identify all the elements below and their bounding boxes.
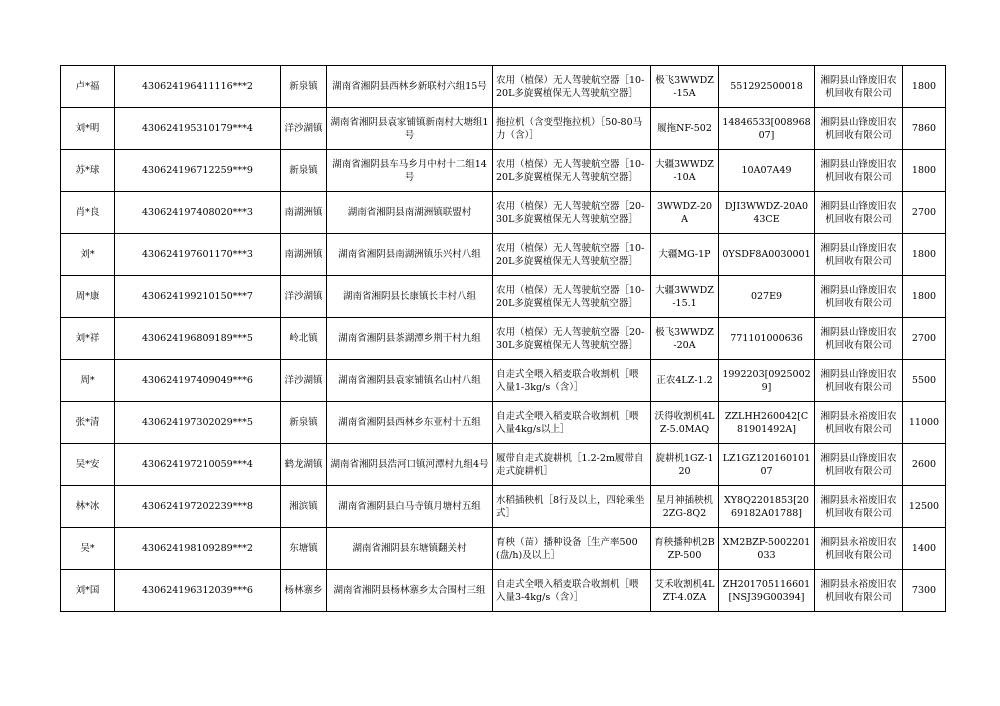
owner-name-cell: 卢*福: [61, 66, 115, 108]
amount-cell: 7860: [903, 108, 946, 150]
town-cell: 洋沙湖镇: [281, 108, 327, 150]
address-cell: 湖南省湘阴县茶湖潭乡荆干村九组: [327, 318, 493, 360]
amount-cell: 2600: [903, 444, 946, 486]
owner-name-cell: 刘*: [61, 234, 115, 276]
id-number-cell: 430624199210150***7: [115, 276, 281, 318]
address-cell: 湖南省湘阴县西林乡东亚村十五组: [327, 402, 493, 444]
id-number-cell: 430624197408020***3: [115, 192, 281, 234]
amount-cell: 1800: [903, 150, 946, 192]
machine-type-cell: 农用（植保）无人驾驶航空器［20-30L多旋翼植保无人驾驶航空器］: [493, 192, 651, 234]
table-row: [61, 276, 946, 318]
recycler-cell: 湘阴县山锋废旧农机回收有限公司: [815, 66, 903, 108]
owner-name-cell: 周*康: [61, 276, 115, 318]
model-cell: 育秧播种机2BZP-500: [651, 528, 719, 570]
id-number-cell: 430624195310179***4: [115, 108, 281, 150]
owner-name-cell: 林*冰: [61, 486, 115, 528]
serial-number-cell: 771101000636: [719, 318, 815, 360]
model-cell: 艾禾收割机4LZT-4.0ZA: [651, 570, 719, 612]
machine-type-cell: 育秧（苗）播种设备［生产率500(盘/h)及以上］: [493, 528, 651, 570]
town-cell: 岭北镇: [281, 318, 327, 360]
table-row: [61, 150, 946, 192]
serial-number-cell: XM2BZP-5002201033: [719, 528, 815, 570]
machine-type-cell: 农用（植保）无人驾驶航空器［10-20L多旋翼植保无人驾驶航空器］: [493, 276, 651, 318]
recycler-cell: 湘阴县山锋废旧农机回收有限公司: [815, 150, 903, 192]
address-cell: 湖南省湘阴县南湖洲镇联盟村: [327, 192, 493, 234]
town-cell: 南湖洲镇: [281, 192, 327, 234]
owner-name-cell: 刘*国: [61, 570, 115, 612]
id-number-cell: 430624197601170***3: [115, 234, 281, 276]
town-cell: 新泉镇: [281, 66, 327, 108]
recycler-cell: 湘阴县山锋废旧农机回收有限公司: [815, 444, 903, 486]
model-cell: 极飞3WWDZ-20A: [651, 318, 719, 360]
town-cell: 新泉镇: [281, 402, 327, 444]
serial-number-cell: DJI3WWDZ-20A043CE: [719, 192, 815, 234]
machine-type-cell: 水稻插秧机［8行及以上，四轮乘坐式］: [493, 486, 651, 528]
model-cell: 大疆3WWDZ-10A: [651, 150, 719, 192]
amount-cell: 1400: [903, 528, 946, 570]
machine-type-cell: 自走式全喂入稻麦联合收割机［喂入量1-3kg/s（含）］: [493, 360, 651, 402]
id-number-cell: 430624197210059***4: [115, 444, 281, 486]
subsidy-table: [60, 65, 946, 612]
owner-name-cell: 周*: [61, 360, 115, 402]
model-cell: 旋耕机1GZ-120: [651, 444, 719, 486]
town-cell: 南湖洲镇: [281, 234, 327, 276]
id-number-cell: 430624196411116***2: [115, 66, 281, 108]
table-row: [61, 528, 946, 570]
amount-cell: 1800: [903, 66, 946, 108]
address-cell: 湖南省湘阴县杨林寨乡太合围村三组: [327, 570, 493, 612]
recycler-cell: 湘阴县山锋废旧农机回收有限公司: [815, 108, 903, 150]
machine-type-cell: 拖拉机（含变型拖拉机）［50-80马力（含）］: [493, 108, 651, 150]
amount-cell: 2700: [903, 192, 946, 234]
address-cell: 湖南省湘阴县袁家铺镇新南村大塘组1号: [327, 108, 493, 150]
table-row: [61, 234, 946, 276]
model-cell: 沃得收割机4LZ-5.0MAQ: [651, 402, 719, 444]
recycler-cell: 湘阴县山锋废旧农机回收有限公司: [815, 276, 903, 318]
town-cell: 新泉镇: [281, 150, 327, 192]
machine-type-cell: 农用（植保）无人驾驶航空器［10-20L多旋翼植保无人驾驶航空器］: [493, 150, 651, 192]
id-number-cell: 430624197202239***8: [115, 486, 281, 528]
town-cell: 湘滨镇: [281, 486, 327, 528]
address-cell: 湖南省湘阴县车马乡月中村十二组14号: [327, 150, 493, 192]
table-row: [61, 318, 946, 360]
id-number-cell: 430624196809189***5: [115, 318, 281, 360]
town-cell: 杨林寨乡: [281, 570, 327, 612]
serial-number-cell: 551292500018: [719, 66, 815, 108]
machine-type-cell: 农用（植保）无人驾驶航空器［10-20L多旋翼植保无人驾驶航空器］: [493, 234, 651, 276]
machine-type-cell: 农用（植保）无人驾驶航空器［10-20L多旋翼植保无人驾驶航空器］: [493, 66, 651, 108]
table-row: [61, 486, 946, 528]
amount-cell: 1800: [903, 234, 946, 276]
owner-name-cell: 吴*: [61, 528, 115, 570]
owner-name-cell: 肖*良: [61, 192, 115, 234]
machine-type-cell: 自走式全喂入稻麦联合收割机［喂入量3-4kg/s（含）］: [493, 570, 651, 612]
id-number-cell: 430624196712259***9: [115, 150, 281, 192]
table-row: [61, 360, 946, 402]
model-cell: 极飞3WWDZ-15A: [651, 66, 719, 108]
amount-cell: 1800: [903, 276, 946, 318]
serial-number-cell: 1992203[09250029]: [719, 360, 815, 402]
amount-cell: 11000: [903, 402, 946, 444]
amount-cell: 2700: [903, 318, 946, 360]
table-row: [61, 66, 946, 108]
table-row: [61, 402, 946, 444]
amount-cell: 12500: [903, 486, 946, 528]
recycler-cell: 湘阴县永裕废旧农机回收有限公司: [815, 402, 903, 444]
serial-number-cell: 0YSDF8A0030001: [719, 234, 815, 276]
id-number-cell: 430624197302029***5: [115, 402, 281, 444]
amount-cell: 5500: [903, 360, 946, 402]
serial-number-cell: 10A07A49: [719, 150, 815, 192]
owner-name-cell: 刘*祥: [61, 318, 115, 360]
recycler-cell: 湘阴县永裕废旧农机回收有限公司: [815, 570, 903, 612]
table-body: [61, 66, 946, 612]
id-number-cell: 430624196312039***6: [115, 570, 281, 612]
serial-number-cell: XY8Q2201853[2069182A01788]: [719, 486, 815, 528]
serial-number-cell: 027E9: [719, 276, 815, 318]
id-number-cell: 430624197409049***6: [115, 360, 281, 402]
serial-number-cell: LZ1GZ12016010107: [719, 444, 815, 486]
serial-number-cell: 14846533[00896807]: [719, 108, 815, 150]
model-cell: 履拖NF-502: [651, 108, 719, 150]
recycler-cell: 湘阴县山锋废旧农机回收有限公司: [815, 192, 903, 234]
serial-number-cell: ZH201705116601[NSJ39G00394]: [719, 570, 815, 612]
machine-type-cell: 农用（植保）无人驾驶航空器［20-30L多旋翼植保无人驾驶航空器］: [493, 318, 651, 360]
address-cell: 湖南省湘阴县袁家铺镇名山村八组: [327, 360, 493, 402]
model-cell: 大疆3WWDZ-15.1: [651, 276, 719, 318]
model-cell: 正农4LZ-1.2: [651, 360, 719, 402]
address-cell: 湖南省湘阴县东塘镇翻关村: [327, 528, 493, 570]
address-cell: 湖南省湘阴县长康镇长丰村八组: [327, 276, 493, 318]
town-cell: 鹤龙湖镇: [281, 444, 327, 486]
table-row: [61, 444, 946, 486]
table-row: [61, 570, 946, 612]
serial-number-cell: ZZLHH260042[C81901492A]: [719, 402, 815, 444]
recycler-cell: 湘阴县永裕废旧农机回收有限公司: [815, 528, 903, 570]
table-row: [61, 108, 946, 150]
model-cell: 星月神插秧机2ZG-8Q2: [651, 486, 719, 528]
recycler-cell: 湘阴县永裕废旧农机回收有限公司: [815, 486, 903, 528]
owner-name-cell: 吴*安: [61, 444, 115, 486]
recycler-cell: 湘阴县山锋废旧农机回收有限公司: [815, 318, 903, 360]
town-cell: 洋沙湖镇: [281, 276, 327, 318]
owner-name-cell: 苏*球: [61, 150, 115, 192]
table-row: [61, 192, 946, 234]
machine-type-cell: 履带自走式旋耕机［1.2-2m履带自走式旋耕机］: [493, 444, 651, 486]
address-cell: 湖南省湘阴县西林乡新联村六组15号: [327, 66, 493, 108]
recycler-cell: 湘阴县山锋废旧农机回收有限公司: [815, 360, 903, 402]
town-cell: 东塘镇: [281, 528, 327, 570]
address-cell: 湖南省湘阴县南湖洲镇乐兴村八组: [327, 234, 493, 276]
recycler-cell: 湘阴县山锋废旧农机回收有限公司: [815, 234, 903, 276]
address-cell: 湖南省湘阴县白马寺镇月塘村五组: [327, 486, 493, 528]
address-cell: 湖南省湘阴县浩河口镇河潭村九组4号: [327, 444, 493, 486]
model-cell: 大疆MG-1P: [651, 234, 719, 276]
amount-cell: 7300: [903, 570, 946, 612]
owner-name-cell: 刘*明: [61, 108, 115, 150]
machine-type-cell: 自走式全喂入稻麦联合收割机［喂入量4kg/s以上］: [493, 402, 651, 444]
owner-name-cell: 张*清: [61, 402, 115, 444]
model-cell: 3WWDZ-20A: [651, 192, 719, 234]
id-number-cell: 430624198109289***2: [115, 528, 281, 570]
town-cell: 洋沙湖镇: [281, 360, 327, 402]
